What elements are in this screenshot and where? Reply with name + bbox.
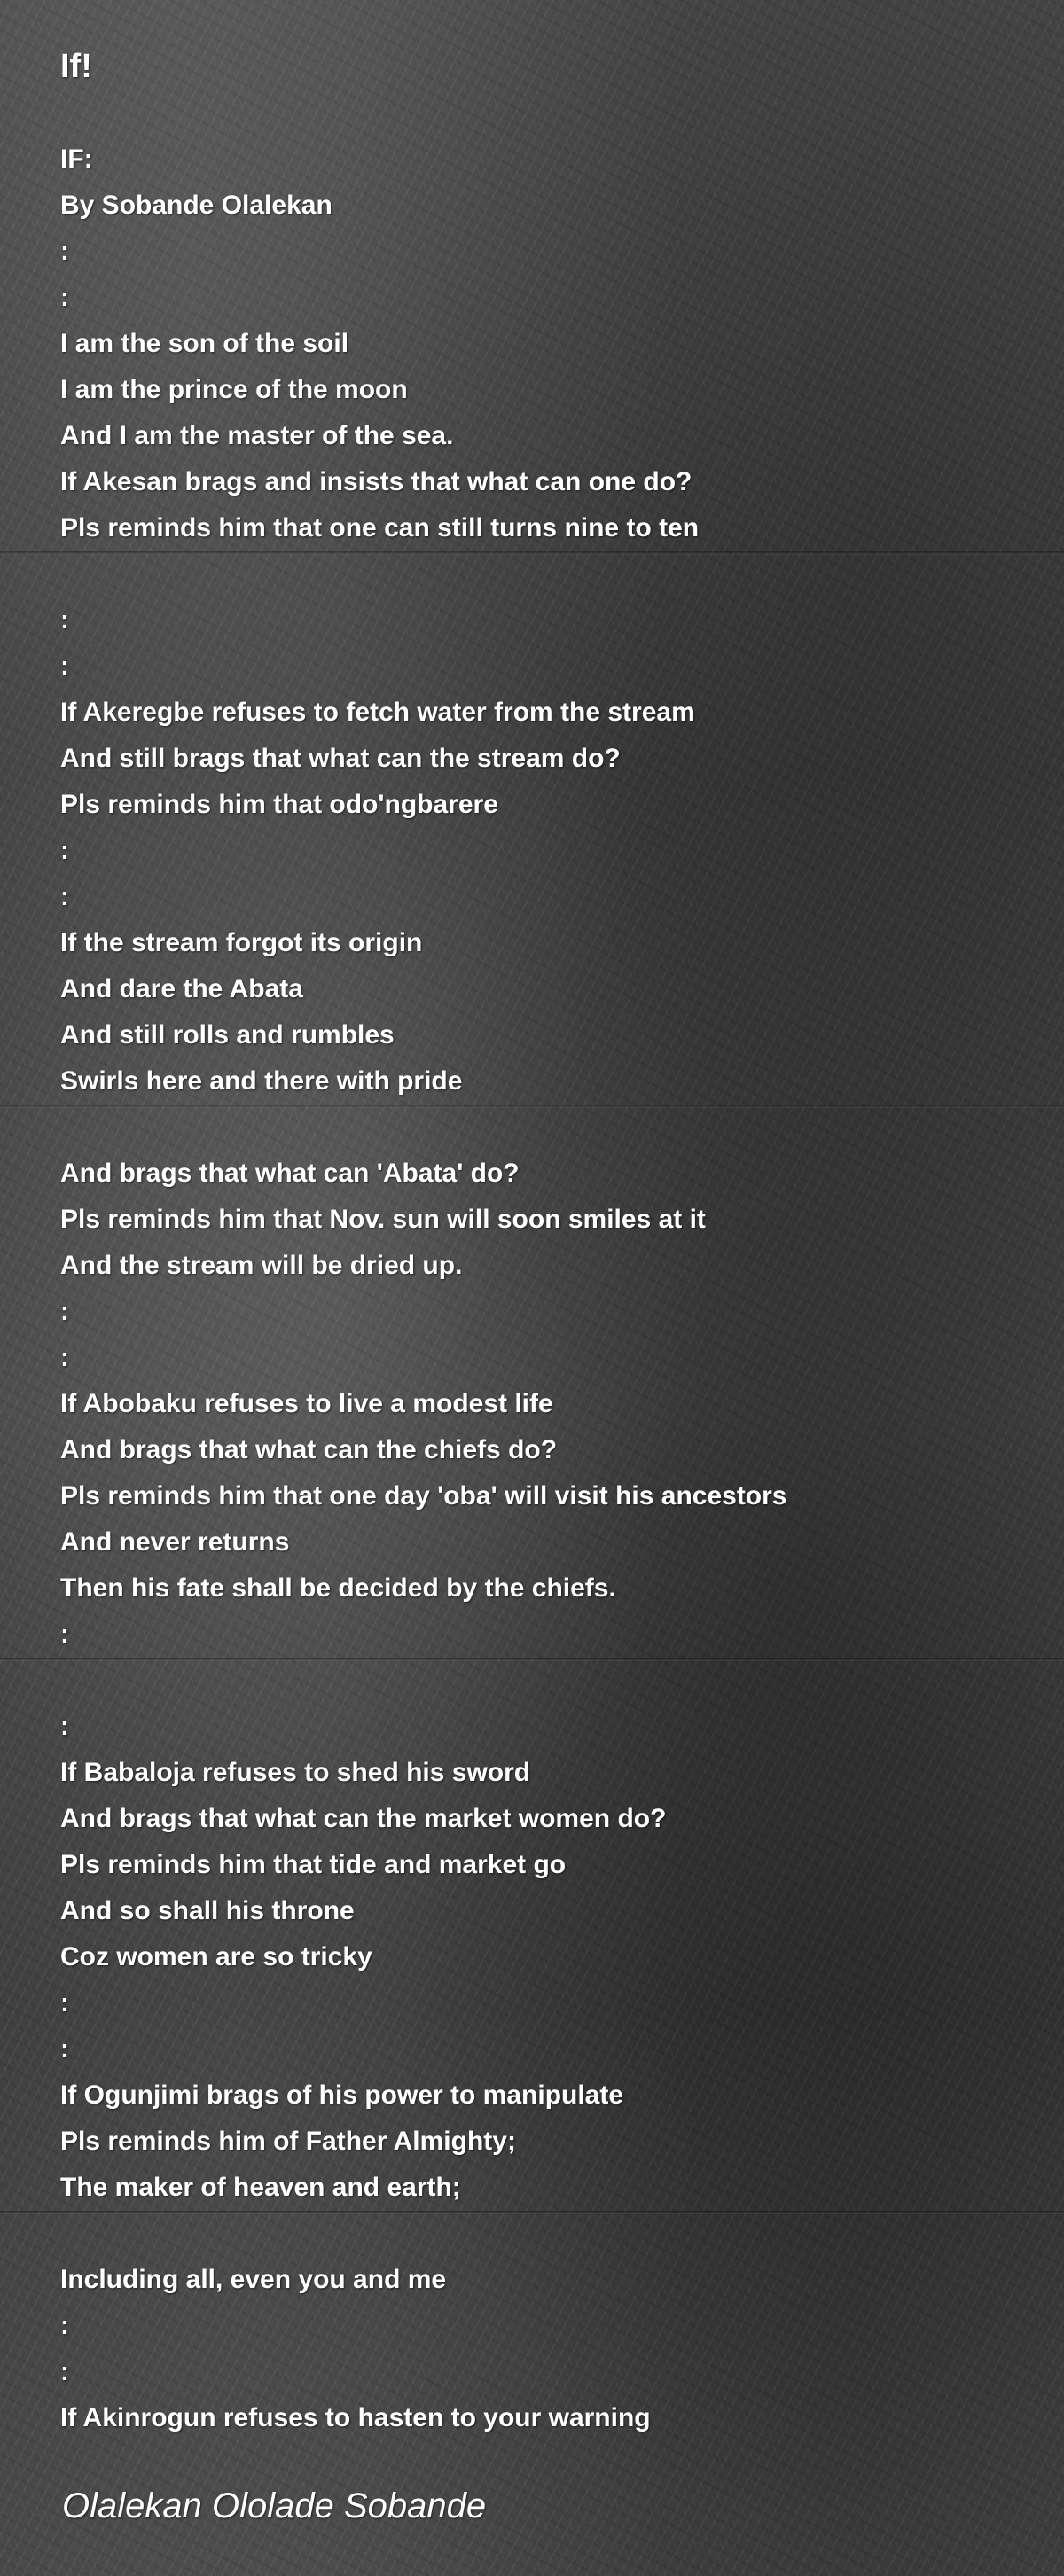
poem-line: : — [60, 1343, 69, 1372]
poem-line: And brags that what can the market women do? — [60, 1804, 667, 1833]
poem-line: : — [60, 1297, 69, 1326]
poem-line: Pls reminds him that one can still turns nine to ten — [60, 513, 700, 543]
poem-line: Swirls here and there with pride — [60, 1066, 463, 1096]
poem-line: Pls reminds him of Father Almighty; — [60, 2127, 516, 2156]
poem-line: : — [60, 2034, 69, 2064]
poem-line: If Akinrogun refuses to hasten to your warning — [60, 2403, 651, 2432]
poem-line: : — [60, 836, 69, 865]
poem-line: : — [60, 1712, 69, 1741]
poem-line: By Sobande Olalekan — [60, 191, 332, 220]
poem-line: If Abobaku refuses to live a modest life — [60, 1389, 553, 1418]
poem-line: If Ogunjimi brags of his power to manipulate — [60, 2080, 624, 2110]
poem-line: And I am the master of the sea. — [60, 421, 454, 450]
poem-line: And brags that what can the chiefs do? — [60, 1435, 558, 1464]
poem-line: : — [60, 283, 69, 312]
poem-line: I am the prince of the moon — [60, 375, 408, 404]
poem-line: : — [60, 652, 69, 681]
stanza-gap — [60, 1105, 1036, 1151]
poem-line: And brags that what can 'Abata' do? — [60, 1159, 520, 1188]
poem-line: If Babaloja refuses to shed his sword — [60, 1758, 531, 1787]
poem-line: : — [60, 1988, 69, 2018]
poem-line: : — [60, 237, 69, 266]
poem-line: And dare the Abata — [60, 974, 303, 1003]
poem-line: And still brags that what can the stream do? — [60, 744, 621, 773]
stanza-gap — [60, 551, 1036, 597]
poem-body — [60, 137, 1036, 2441]
stanza-gap — [60, 1658, 1036, 1704]
poem-line: Including all, even you and me — [60, 2265, 447, 2294]
poem-line: And the stream will be dried up. — [60, 1251, 463, 1280]
poem-line: If Akeregbe refuses to fetch water from the stream — [60, 698, 695, 727]
poem-line: Then his fate shall be decided by the chiefs. — [60, 1573, 616, 1603]
poem-line: If the stream forgot its origin — [60, 928, 423, 957]
poem-line: And so shall his throne — [60, 1896, 355, 1925]
poem-line: And still rolls and rumbles — [60, 1020, 395, 1050]
poem-line: : — [60, 2357, 69, 2386]
poem-line: : — [60, 1620, 69, 1649]
poem-line: Pls reminds him that one day 'oba' will visit his ancestors — [60, 1481, 787, 1510]
poem-line: Pls reminds him that Nov. sun will soon smiles at it — [60, 1205, 706, 1234]
poem-line: The maker of heaven and earth; — [60, 2173, 461, 2202]
stanza-gap — [60, 2211, 1036, 2257]
poem-line: If Akesan brags and insists that what can one do? — [60, 467, 692, 496]
poem-line: Pls reminds him that tide and market go — [60, 1850, 567, 1879]
poem-line: : — [60, 882, 69, 911]
poem-line: IF: — [60, 144, 93, 174]
poem-line: : — [60, 605, 69, 635]
poem-line: I am the son of the soil — [60, 329, 349, 358]
poem-line: : — [60, 2311, 69, 2340]
poem-author: Olalekan Ololade Sobande — [62, 2486, 487, 2525]
poem-line: Coz women are so tricky — [60, 1942, 372, 1971]
poem-line: Pls reminds him that odo'ngbarere — [60, 790, 498, 819]
poem-title: If! — [60, 48, 92, 85]
poem-line: And never returns — [60, 1527, 290, 1557]
